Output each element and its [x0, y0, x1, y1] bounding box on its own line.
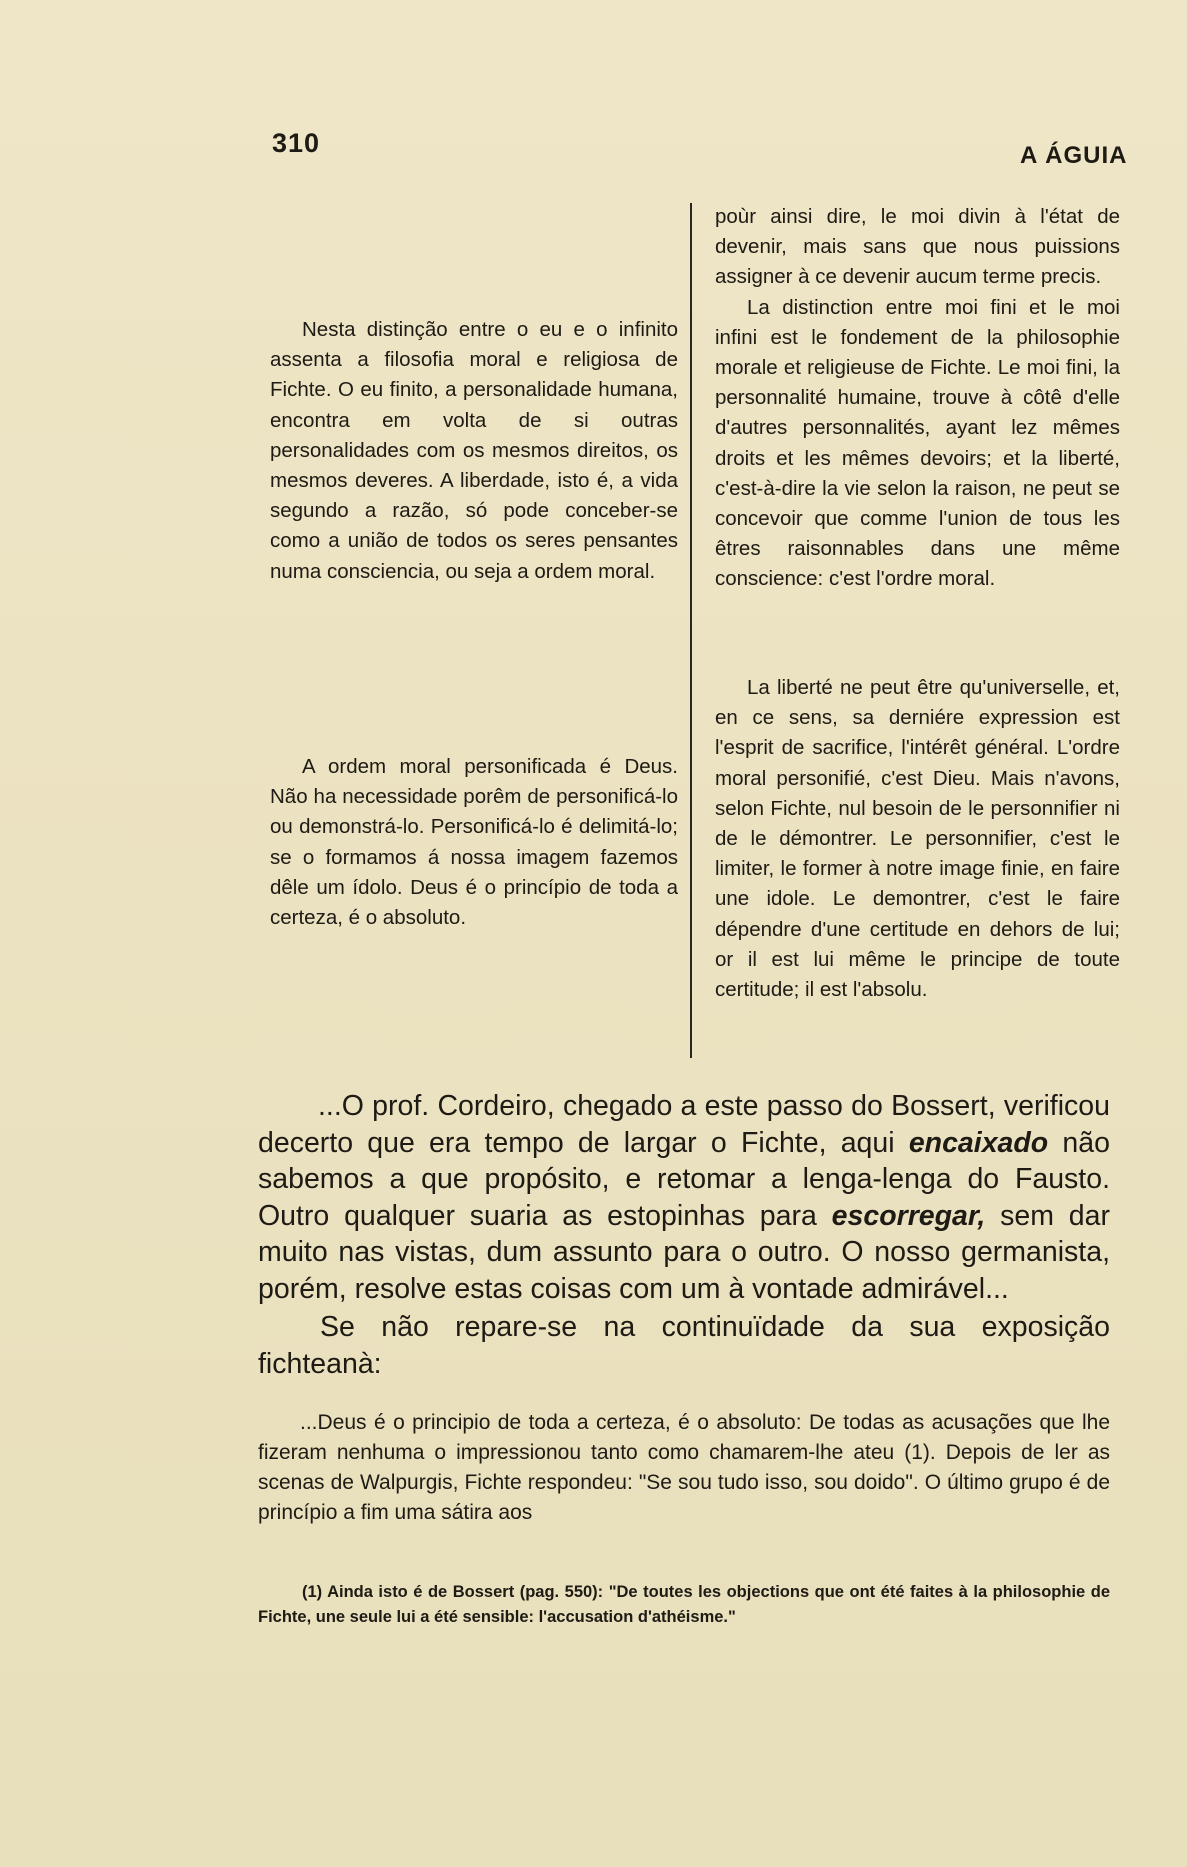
- left-paragraph-1: Nesta distinção entre o eu e o infinito assenta a filosofia moral e religiosa de Fichte. O eu finito, a personalidade humana, encontra em volta de si outras personalidades com os mesmos direitos, os mesmos deveres. A liberdade, isto é, a vida segundo a razão, só pode conceber-se como a união de todos os seres pensantes numa consciencia, ou seja a ordem moral.: [270, 318, 678, 583]
- footnote-text: (1) Ainda isto é de Bossert (pag. 550): "De toutes les objections que ont été faites à la philosophie de Fichte, une seule lui a été sensible: l'accusation d'athéisme.": [258, 1583, 1110, 1626]
- main-text-part-3: sem dar muito nas vistas, dum assunto para o outro. O nosso germanista, porém, resolve estas coisas com um à vontade admirável...: [258, 1199, 1110, 1305]
- main-text-part-2: não sabemos a que propósito, e retomar a lenga-lenga do Fausto. Outro qualquer suaria as estopinhas para: [258, 1126, 1110, 1232]
- left-column-top: [270, 315, 678, 587]
- journal-title: A ÁGUIA: [1020, 142, 1128, 169]
- main-paragraph-2: Se não repare-se na continuïdade da sua exposição fichteanà:: [258, 1311, 1110, 1380]
- footnote: [258, 1580, 1110, 1630]
- italic-escorregar: escorregar,: [831, 1199, 986, 1232]
- column-divider: [690, 203, 692, 1058]
- left-column-bottom: [270, 752, 678, 933]
- left-paragraph-2: A ordem moral personificada é Deus. Não ha necessidade porêm de personificá-lo ou demonstrá-lo. Personificá-lo é delimitá-lo; se o formamos á nossa imagem fazemos dêle um ídolo. Deus é o princípio de toda a certeza, é o absoluto.: [270, 755, 678, 930]
- quoted-passage: [258, 1408, 1110, 1528]
- right-column-bottom: [715, 673, 1120, 1005]
- main-text-part-1: ...O prof. Cordeiro, chegado a este passo do Bossert, verificou decerto que era tempo de largar o Fichte, aqui: [258, 1090, 1110, 1159]
- main-text: [258, 1088, 1110, 1382]
- page-number: 310: [272, 128, 321, 158]
- right-column-top: [715, 202, 1120, 595]
- right-paragraph-1: poùr ainsi dire, le moi divin à l'état de devenir, mais sans que nous puissions assigner à ce devenir aucum terme precis.: [715, 205, 1120, 289]
- italic-encaixado: encaixado: [908, 1126, 1049, 1159]
- quote-text: ...Deus é o principio de toda a certeza, é o absoluto: De todas as acusações que lhe fizeram nenhuma o impressionou tanto como chamarem-lhe ateu (1). Depois de ler as scenas de Walpurgis, Fichte respondeu: "Se sou tudo isso, sou doido". O último grupo é de princípio a fim uma sátira aos: [258, 1411, 1110, 1524]
- right-paragraph-2: La distinction entre moi fini et le moi infini est le fondement de la philosophie morale et religieuse de Fichte. Le moi fini, la personnalité humaine, trouve à côtê d'elle d'autres personnalités, ayant lez mêmes droits et les mêmes devoirs; et la liberté, c'est-à-dire la vie selon la raison, ne peut se concevoir que comme l'union de tous les êtres raisonnables dans une même conscience: c'est l'ordre moral.: [715, 295, 1120, 591]
- main-paragraph-1: [258, 1088, 1110, 1307]
- right-paragraph-3: La liberté ne peut être qu'universelle, et, en ce sens, sa derniére expression est l'esprit de sacrifice, l'intérêt général. L'ordre moral personifié, c'est Dieu. Mais n'avons, selon Fichte, nul besoin de le personnifier ni de le démontrer. Le personnifier, c'est le limiter, le former à notre image finie, en faire une idole. Le demontrer, c'est le faire dépendre d'une certitude en dehors de lui; or il est lui même le principe de toute certitude; il est l'absolu.: [715, 676, 1120, 1002]
